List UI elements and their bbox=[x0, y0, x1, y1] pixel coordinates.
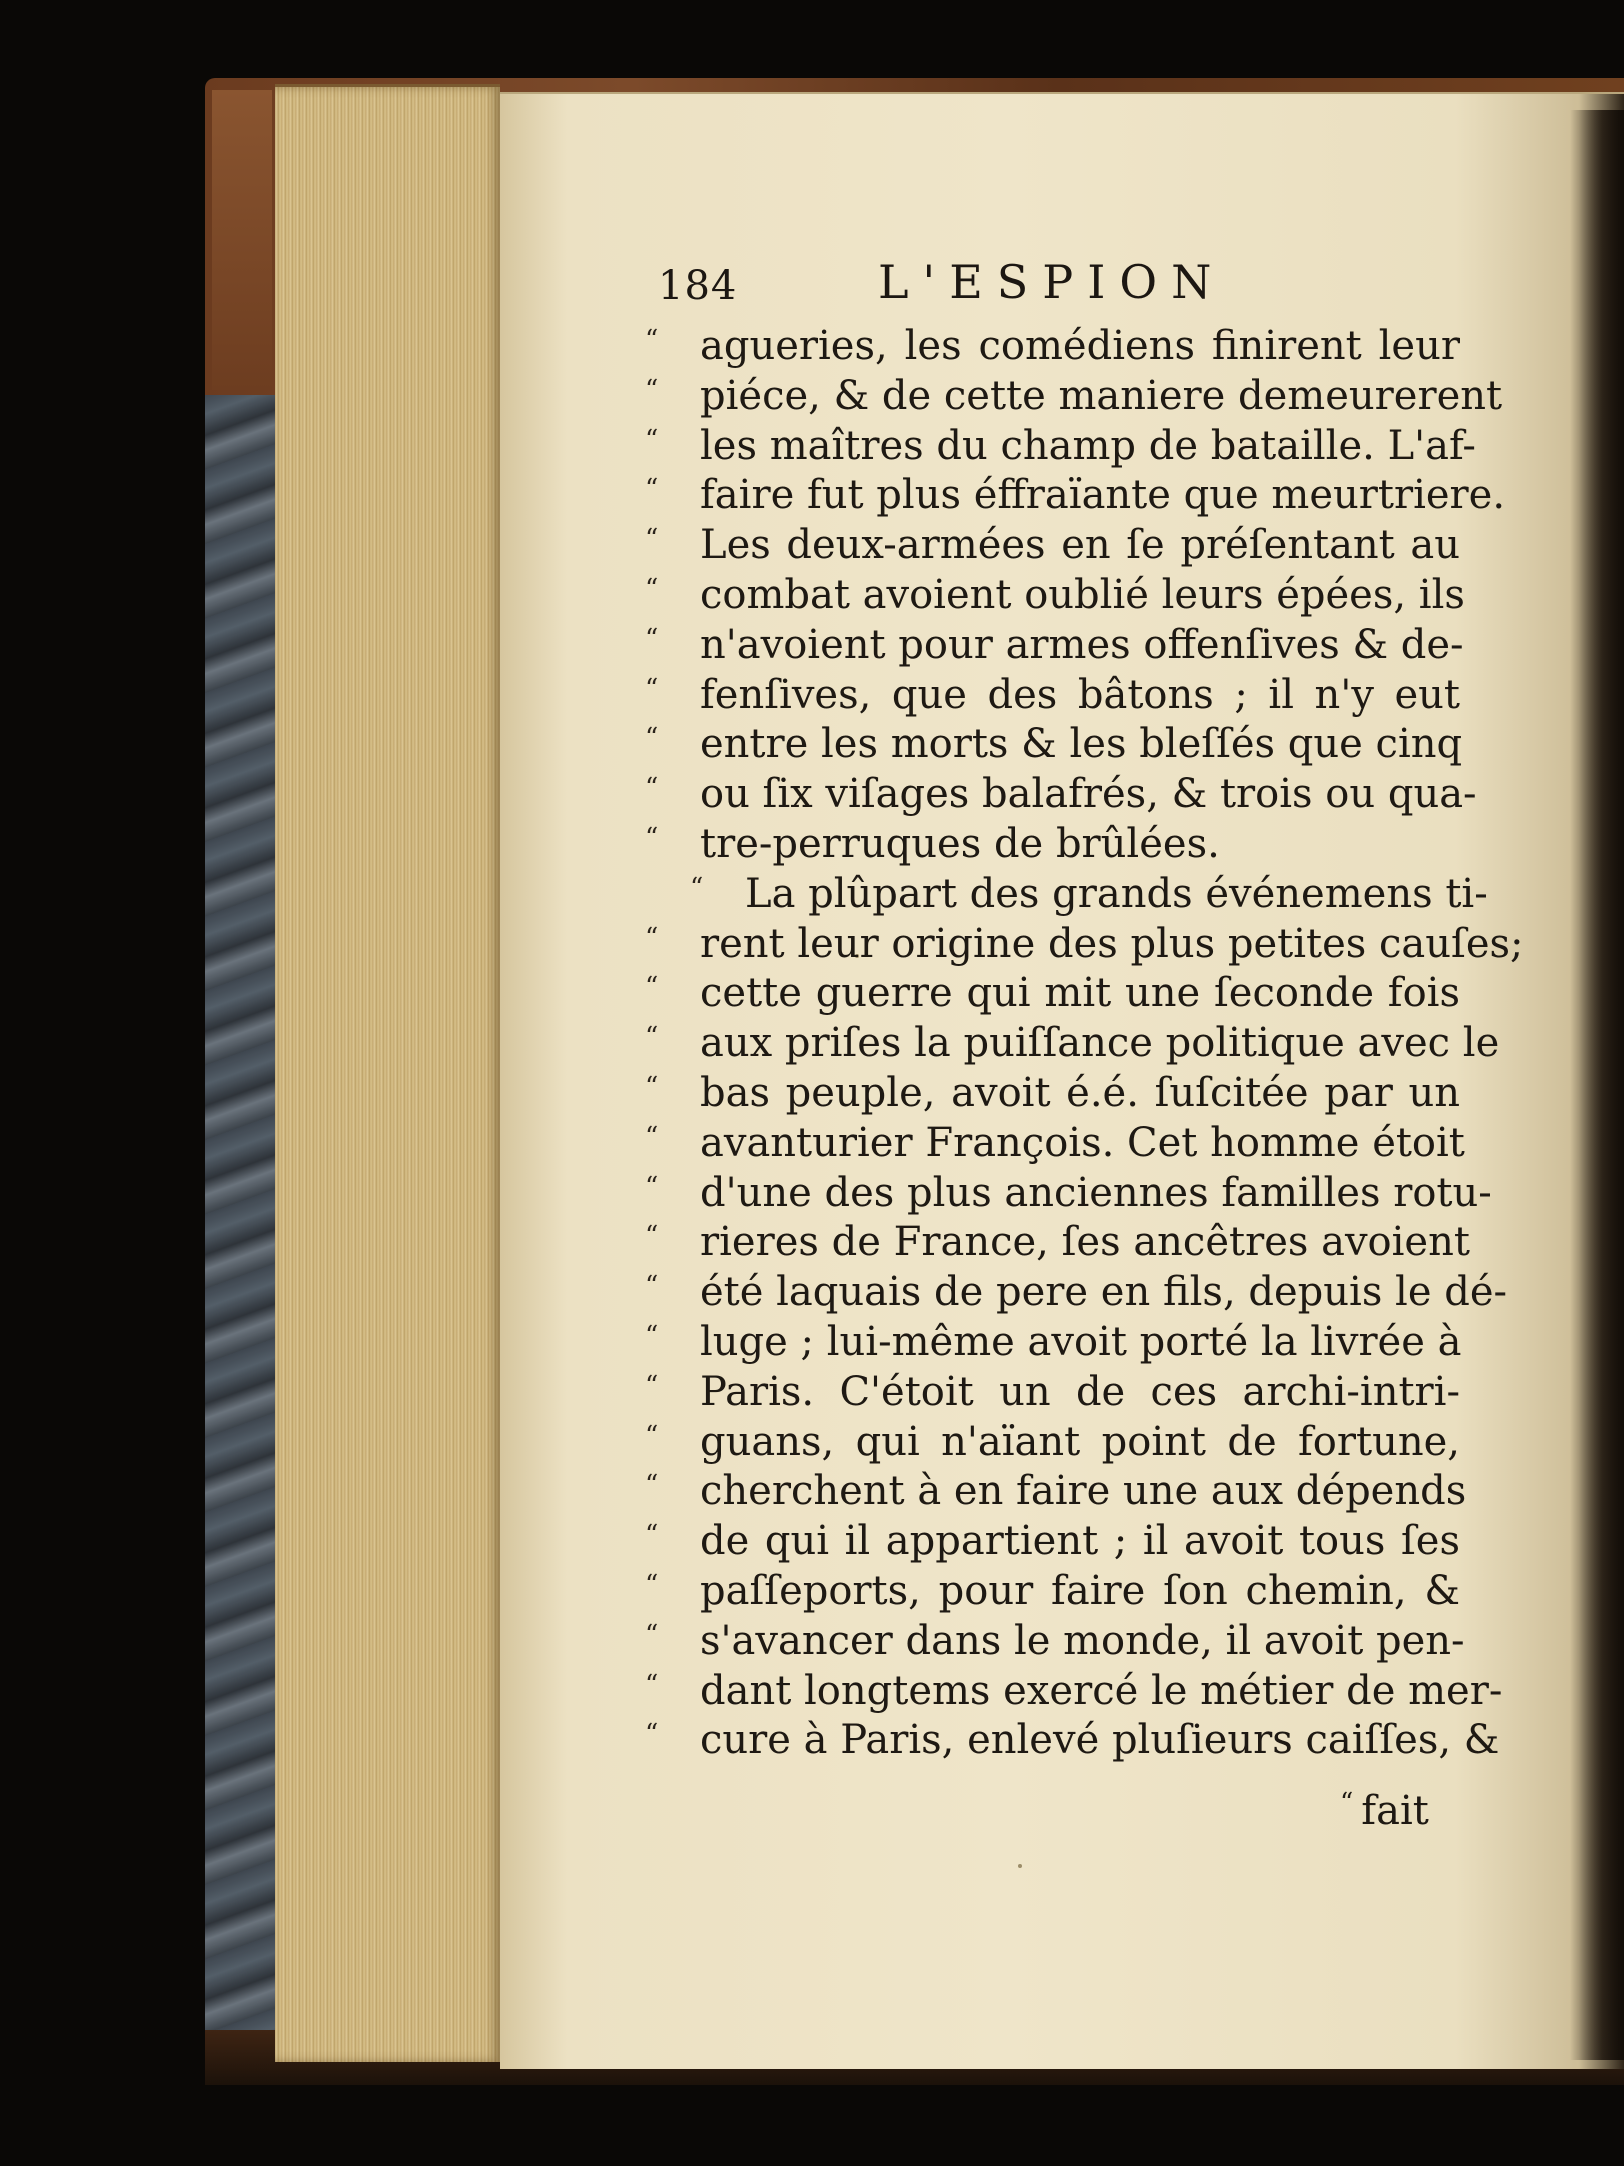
quote-mark: “ bbox=[645, 723, 659, 754]
quote-mark: “ bbox=[645, 1271, 659, 1302]
text-line bbox=[645, 1716, 1500, 1766]
quote-mark: “ bbox=[645, 424, 659, 455]
line-text: été laquais de pere en fils, depuis le dé- bbox=[700, 1269, 1508, 1316]
line-text: cette guerre qui mit une ſeconde fois bbox=[700, 970, 1460, 1017]
quote-mark: “ bbox=[645, 474, 659, 505]
line-text: Paris. C'étoit un de ces archi-intri- bbox=[700, 1368, 1460, 1415]
quote-mark: “ bbox=[645, 573, 659, 604]
line-text: ou ſix viſages balafrés, & trois ou qua- bbox=[700, 771, 1477, 818]
quote-mark: “ bbox=[645, 374, 659, 405]
line-text: tre-perruques de brûlées. bbox=[700, 820, 1220, 867]
marbled-paper-edge bbox=[205, 395, 275, 2035]
text-line bbox=[645, 1119, 1465, 1169]
line-text: Les deux-armées en ſe préſentant au bbox=[700, 522, 1460, 569]
left-page-stack bbox=[275, 84, 500, 2062]
text-line bbox=[645, 1667, 1503, 1717]
text-line bbox=[645, 471, 1506, 521]
body-text bbox=[645, 322, 1524, 1766]
text-line bbox=[645, 1069, 1465, 1119]
quote-mark: “ bbox=[645, 1121, 659, 1152]
text-line bbox=[645, 1617, 1465, 1667]
line-text: les maîtres du champ de bataille. L'af- bbox=[700, 422, 1476, 469]
text-line bbox=[645, 1169, 1492, 1219]
line-text: faire fut plus éffraïante que meurtriere. bbox=[700, 472, 1506, 519]
text-line bbox=[645, 571, 1465, 621]
quote-mark: “ bbox=[645, 673, 659, 704]
line-text: entre les morts & les bleſſés que cinq bbox=[700, 721, 1463, 768]
text-line bbox=[645, 1467, 1465, 1517]
line-text: cure à Paris, enlevé pluſieurs caiſſes, & bbox=[700, 1717, 1500, 1764]
catchword-text: fait bbox=[1361, 1788, 1429, 1834]
quote-mark: “ bbox=[645, 822, 659, 853]
text-line bbox=[645, 521, 1465, 571]
line-text: aux priſes la puiſſance politique avec le bbox=[700, 1020, 1500, 1067]
quote-mark: “ bbox=[645, 1320, 659, 1351]
text-line bbox=[645, 322, 1465, 372]
paper-speck bbox=[1018, 1864, 1022, 1868]
line-text: avanturier François. Cet homme étoit bbox=[700, 1119, 1465, 1166]
page-header bbox=[658, 255, 1278, 315]
text-line bbox=[645, 1418, 1465, 1468]
quote-mark: “ bbox=[645, 1171, 659, 1202]
quote-mark: “ bbox=[645, 325, 659, 355]
quote-mark: “ bbox=[645, 1569, 659, 1600]
quote-mark: “ bbox=[690, 872, 704, 903]
text-line bbox=[645, 1567, 1465, 1617]
cover-leather-corner bbox=[212, 90, 272, 390]
quote-mark: “ bbox=[645, 1669, 659, 1700]
quote-mark: “ bbox=[645, 1619, 659, 1650]
quote-mark: “ bbox=[645, 623, 659, 654]
quote-mark: “ bbox=[645, 1719, 659, 1750]
line-text: bas peuple, avoit é.é. ſuſcitée par un bbox=[700, 1069, 1460, 1116]
quote-mark: “ bbox=[645, 1221, 659, 1252]
text-line bbox=[645, 1318, 1465, 1368]
line-text: s'avancer dans le monde, il avoit pen- bbox=[700, 1617, 1465, 1664]
text-line bbox=[645, 1517, 1465, 1567]
text-line bbox=[645, 1268, 1508, 1318]
quote-mark: “ bbox=[645, 1370, 659, 1401]
page-number: 184 bbox=[658, 263, 738, 309]
text-line bbox=[645, 621, 1465, 671]
quote-mark: “ bbox=[645, 1022, 659, 1053]
quote-mark: “ bbox=[645, 1420, 659, 1451]
text-line bbox=[645, 671, 1465, 721]
text-line bbox=[645, 1019, 1500, 1069]
text-line bbox=[645, 422, 1476, 472]
gutter-shadow bbox=[1570, 110, 1624, 2060]
running-title: L'ESPION bbox=[878, 255, 1226, 309]
text-line bbox=[645, 820, 1465, 870]
text-line bbox=[645, 372, 1503, 422]
text-line bbox=[645, 969, 1465, 1019]
quote-mark: “ bbox=[1340, 1788, 1354, 1818]
text-line bbox=[645, 1218, 1470, 1268]
catchword bbox=[1340, 1788, 1429, 1834]
line-text: piéce, & de cette maniere demeurerent bbox=[700, 372, 1503, 419]
text-line bbox=[645, 1368, 1465, 1418]
line-text: guans, qui n'aïant point de fortune, bbox=[700, 1418, 1460, 1465]
quote-mark: “ bbox=[645, 922, 659, 953]
line-text: agueries, les comédiens finirent leur bbox=[700, 323, 1460, 369]
line-text: luge ; lui-même avoit porté la livrée à bbox=[700, 1318, 1462, 1365]
line-text: cherchent à en faire une aux dépends bbox=[700, 1468, 1467, 1515]
line-text: fenſives, que des bâtons ; il n'y eut bbox=[700, 671, 1460, 718]
text-line bbox=[645, 720, 1465, 770]
line-text: n'avoient pour armes offenſives & de- bbox=[700, 621, 1464, 668]
text-line bbox=[645, 870, 1488, 920]
quote-mark: “ bbox=[645, 773, 659, 804]
text-line bbox=[645, 770, 1477, 820]
line-text: rent leur origine des plus petites cauſes; bbox=[700, 920, 1524, 967]
quote-mark: “ bbox=[645, 972, 659, 1003]
line-text: combat avoient oublié leurs épées, ils bbox=[700, 571, 1465, 618]
line-text: La plûpart des grands événemens ti- bbox=[745, 870, 1488, 917]
line-text: d'une des plus anciennes familles rotu- bbox=[700, 1169, 1492, 1216]
line-text: de qui il appartient ; il avoit tous ſes bbox=[700, 1518, 1460, 1565]
line-text: rieres de France, ſes ancêtres avoient bbox=[700, 1219, 1470, 1266]
quote-mark: “ bbox=[645, 1470, 659, 1501]
quote-mark: “ bbox=[645, 1520, 659, 1551]
quote-mark: “ bbox=[645, 524, 659, 555]
text-line bbox=[645, 920, 1524, 970]
line-text: paſſeports, pour faire ſon chemin, & bbox=[700, 1567, 1460, 1614]
quote-mark: “ bbox=[645, 1071, 659, 1102]
line-text: dant longtems exercé le métier de mer- bbox=[700, 1667, 1503, 1714]
